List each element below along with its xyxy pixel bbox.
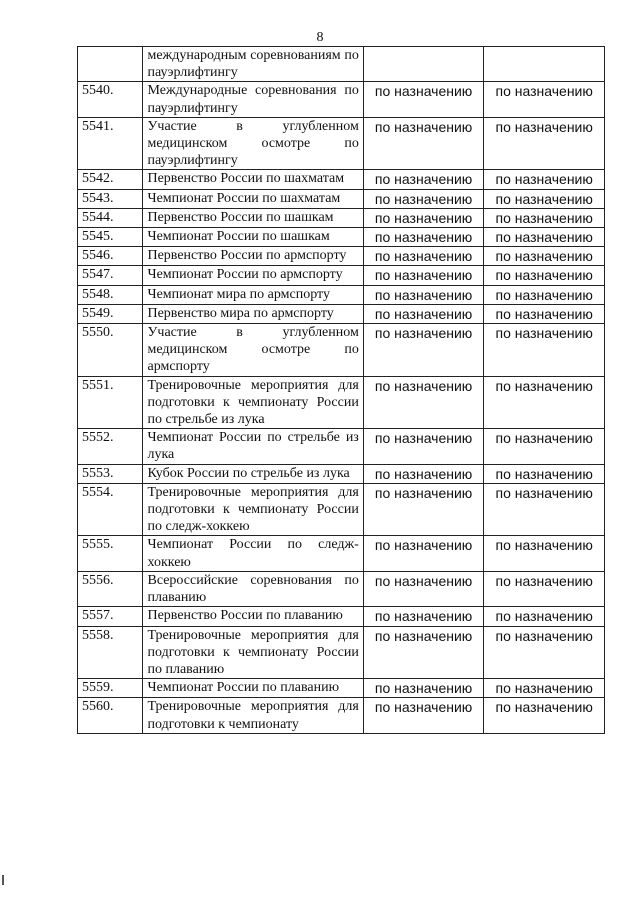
table-row [78,47,605,82]
event-name: Чемпионат России по шахматам [143,189,363,208]
event-name: Первенство России по плаванию [143,607,363,626]
funding-cell: по назначению [484,464,605,483]
funding-cell: по назначению [484,285,605,304]
table-row [78,429,605,464]
event-name: Тренировочные мероприятия для подготовки к чемпионату России по стрельбе из лука [143,376,363,429]
table-row [78,304,605,323]
table-row [78,228,605,247]
table-row [78,208,605,227]
row-number: 5556. [78,571,143,606]
funding-cell: по назначению [363,679,484,698]
funding-cell: по назначению [363,285,484,304]
event-name: Чемпионат мира по армспорту [143,285,363,304]
funding-cell: по назначению [363,304,484,323]
event-name: Чемпионат России по шашкам [143,228,363,247]
table-row [78,266,605,285]
row-number: 5549. [78,304,143,323]
funding-cell: по назначению [484,324,605,377]
funding-cell: по назначению [484,170,605,189]
event-name: Чемпионат России по плаванию [143,679,363,698]
table-row [78,483,605,536]
row-number: 5551. [78,376,143,429]
row-number: 5546. [78,247,143,266]
table-row [78,679,605,698]
event-name: Международные соревнования по пауэрлифтингу [143,82,363,117]
event-name: Чемпионат России по следж-хоккею [143,536,363,571]
row-number: 5559. [78,679,143,698]
funding-cell: по назначению [363,170,484,189]
funding-cell: по назначению [484,483,605,536]
row-number: 5552. [78,429,143,464]
table-row [78,189,605,208]
funding-cell: по назначению [484,626,605,679]
row-number: 5560. [78,698,143,733]
funding-cell: по назначению [484,189,605,208]
table-row [78,170,605,189]
table-row [78,571,605,606]
funding-cell: по назначению [484,429,605,464]
row-number [78,47,143,82]
row-number: 5550. [78,324,143,377]
event-name: Тренировочные мероприятия для подготовки к чемпионату [143,698,363,733]
table-row [78,117,605,170]
funding-cell: по назначению [484,571,605,606]
row-number: 5542. [78,170,143,189]
event-name: международным соревнованиям по пауэрлифтингу [143,47,363,82]
page-number: 8 [316,30,324,45]
funding-cell: по назначению [484,117,605,170]
event-name: Первенство мира по армспорту [143,304,363,323]
table-row [78,464,605,483]
table-row [78,247,605,266]
table-row [78,285,605,304]
table-row [78,376,605,429]
funding-cell: по назначению [484,698,605,733]
funding-cell: по назначению [484,228,605,247]
row-number: 5545. [78,228,143,247]
row-number: 5541. [78,117,143,170]
funding-cell: по назначению [363,483,484,536]
events-table [77,46,605,734]
event-name: Первенство России по шашкам [143,208,363,227]
row-number: 5548. [78,285,143,304]
scan-margin-mark [2,875,4,885]
table-row [78,324,605,377]
event-name: Участие в углубленном медицинском осмотре по армспорту [143,324,363,377]
event-name: Чемпионат России по армспорту [143,266,363,285]
row-number: 5540. [78,82,143,117]
funding-cell: по назначению [363,228,484,247]
funding-cell: по назначению [363,698,484,733]
funding-cell: по назначению [363,82,484,117]
funding-cell: по назначению [363,117,484,170]
event-name: Первенство России по шахматам [143,170,363,189]
funding-cell: по назначению [363,464,484,483]
funding-cell: по назначению [363,536,484,571]
funding-cell: по назначению [484,376,605,429]
funding-cell: по назначению [484,266,605,285]
funding-cell: по назначению [484,247,605,266]
funding-cell: по назначению [484,679,605,698]
event-name: Чемпионат России по стрельбе из лука [143,429,363,464]
event-name: Тренировочные мероприятия для подготовки к чемпионату России по следж-хоккею [143,483,363,536]
row-number: 5555. [78,536,143,571]
table-row [78,82,605,117]
funding-cell: по назначению [363,266,484,285]
event-name: Участие в углубленном медицинском осмотре по пауэрлифтингу [143,117,363,170]
event-name: Кубок России по стрельбе из лука [143,464,363,483]
row-number: 5544. [78,208,143,227]
funding-cell: по назначению [363,247,484,266]
funding-cell [363,47,484,82]
funding-cell: по назначению [363,376,484,429]
funding-cell: по назначению [484,607,605,626]
row-number: 5557. [78,607,143,626]
funding-cell: по назначению [363,607,484,626]
funding-cell: по назначению [363,324,484,377]
event-name: Всероссийские соревнования по плаванию [143,571,363,606]
row-number: 5558. [78,626,143,679]
funding-cell: по назначению [363,208,484,227]
row-number: 5543. [78,189,143,208]
row-number: 5547. [78,266,143,285]
funding-cell: по назначению [484,304,605,323]
row-number: 5554. [78,483,143,536]
funding-cell: по назначению [484,536,605,571]
funding-cell: по назначению [363,626,484,679]
funding-cell: по назначению [363,189,484,208]
funding-cell: по назначению [484,82,605,117]
event-name: Первенство России по армспорту [143,247,363,266]
funding-cell: по назначению [363,429,484,464]
event-name: Тренировочные мероприятия для подготовки к чемпионату России по плаванию [143,626,363,679]
table-row [78,626,605,679]
funding-cell: по назначению [484,208,605,227]
funding-cell [484,47,605,82]
table-row [78,698,605,733]
table-row [78,607,605,626]
funding-cell: по назначению [363,571,484,606]
table-row [78,536,605,571]
row-number: 5553. [78,464,143,483]
